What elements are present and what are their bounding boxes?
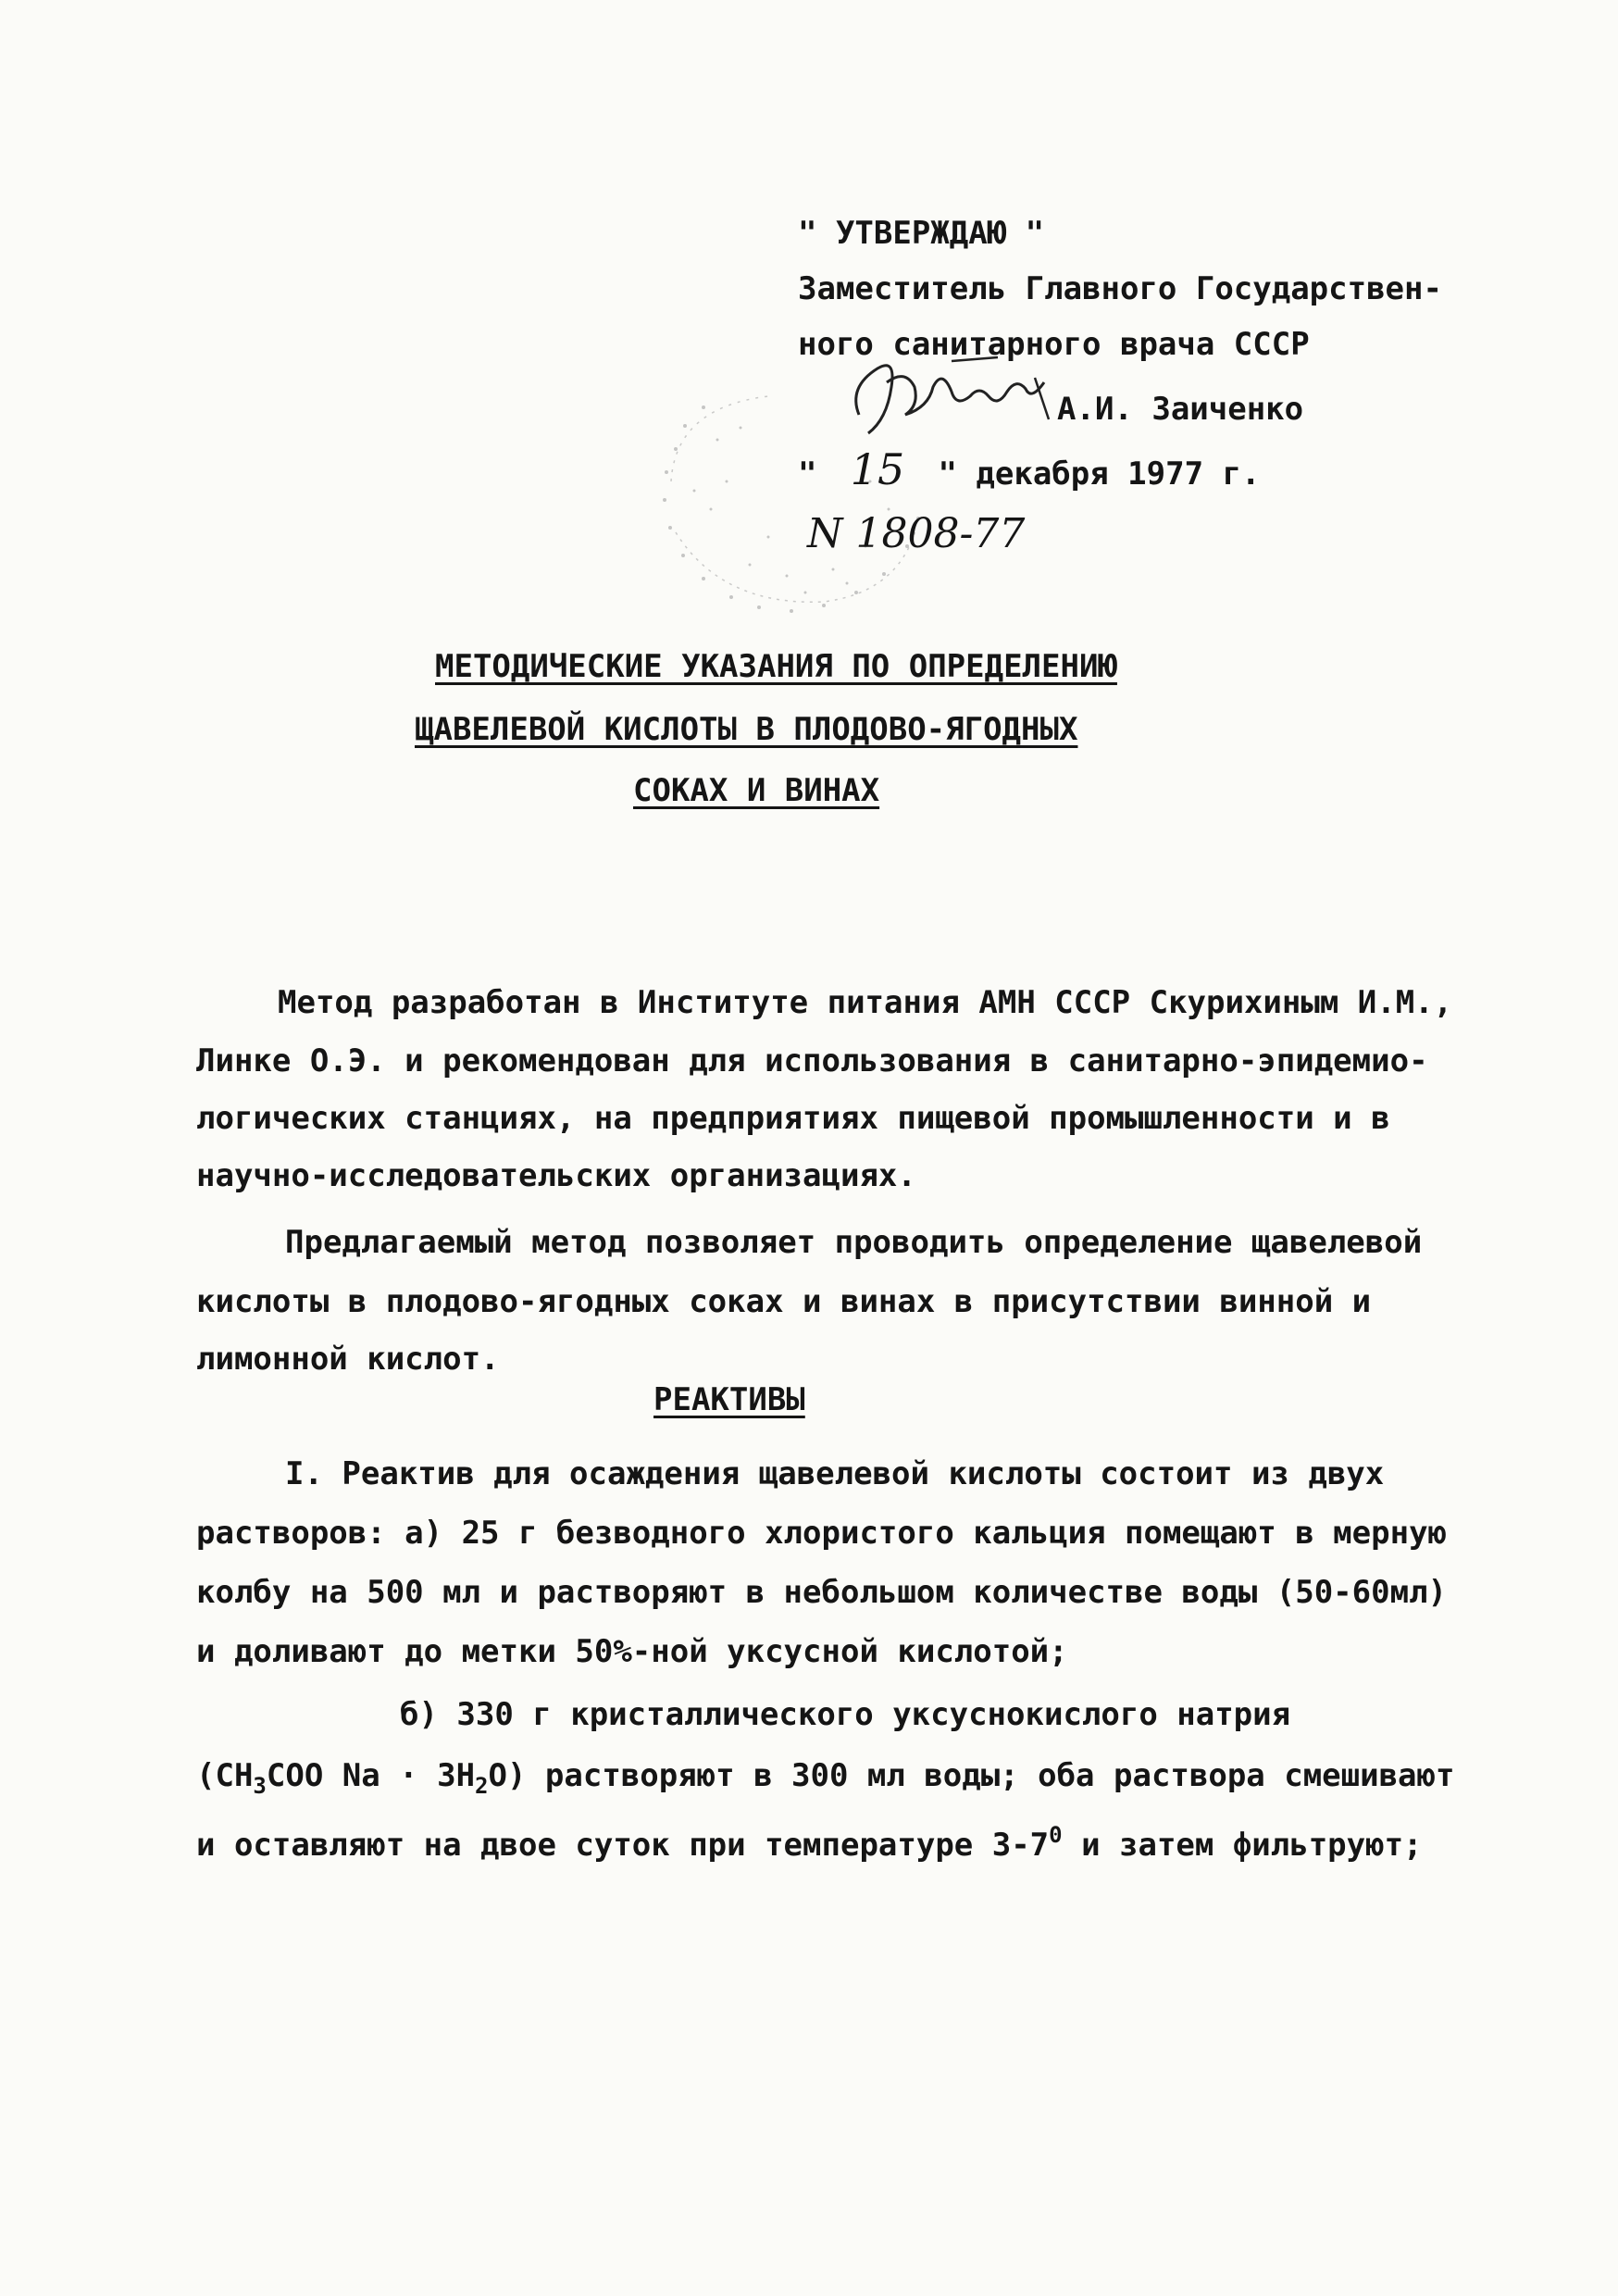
paragraph1-line1: Метод разработан в Институте питания АМН СССР Скурихиным И.М.,: [278, 984, 1453, 1021]
reagent1-line2: растворов: а) 25 г безводного хлористого кальция помещают в мерную: [196, 1515, 1448, 1552]
approval-heading: " УТВЕРЖДАЮ ": [798, 215, 1045, 252]
reagent1-line1: I. Реактив для осаждения щавелевой кислоты состоит из двух: [285, 1455, 1385, 1492]
reagent1-line3: колбу на 500 мл и растворяют в небольшом количестве воды (50-60мл): [196, 1574, 1448, 1611]
formula-part3: O) растворяют в 300 мл воды; оба раствора смешивают: [488, 1757, 1455, 1794]
formula-part1: (CH: [196, 1757, 254, 1794]
title-line-1: МЕТОДИЧЕСКИЕ УКАЗАНИЯ ПО ОПРЕДЕЛЕНИЮ: [435, 648, 1117, 685]
formula-part2: COO Na · 3H: [266, 1757, 476, 1794]
paragraph1-line2: Линке О.Э. и рекомендован для использования в санитарно-эпидемио-: [196, 1042, 1428, 1079]
date-quote-open: ": [798, 455, 817, 493]
title-line-3: СОКАХ И ВИНАХ: [633, 772, 880, 809]
date-month-year: декабря 1977 г.: [976, 455, 1261, 493]
reagent1-line5: б) 330 г кристаллического уксуснокислого натрия: [400, 1696, 1291, 1733]
approval-number: N 1808-77: [807, 510, 1026, 557]
paragraph2-line1: Предлагаемый метод позволяет проводить определение щавелевой: [285, 1224, 1423, 1261]
reagent1-line6: [196, 1748, 1454, 1814]
formula-sub1: 3: [253, 1773, 267, 1799]
temperature-text: и оставляют на двое суток при температуре 3-7: [196, 1827, 1050, 1864]
title-line-2: ЩАВЕЛЕВОЙ КИСЛОТЫ В ПЛОДОВО-ЯГОДНЫХ: [415, 711, 1078, 748]
approval-position-line1: Заместитель Главного Государствен-: [798, 270, 1442, 307]
date-quote-close: ": [938, 455, 957, 493]
formula-sub2: 2: [475, 1773, 489, 1799]
paragraph2-line2: кислоты в плодово-ягодных соках и винах в присутствии винной и: [196, 1283, 1372, 1320]
approval-position-line2: ного санитарного врача СССР: [798, 326, 1310, 363]
reagent1-line7: [196, 1807, 1423, 1873]
temperature-tail: и затем фильтруют;: [1062, 1827, 1423, 1864]
section-heading: РЕАКТИВЫ: [653, 1381, 805, 1418]
paragraph1-line4: научно-исследовательских организациях.: [196, 1157, 916, 1194]
approval-date: [798, 442, 1260, 502]
approval-signer: А.И. Заиченко: [1057, 391, 1304, 428]
paragraph2-line3: лимонной кислот.: [196, 1341, 500, 1378]
date-day: 15: [850, 444, 905, 494]
reagent1-line4: и доливают до метки 50%-ной уксусной кислотой;: [196, 1633, 1068, 1670]
degree-mark: 0: [1049, 1822, 1063, 1848]
paragraph1-line3: логических станциях, на предприятиях пищевой промышленности и в: [196, 1100, 1390, 1137]
